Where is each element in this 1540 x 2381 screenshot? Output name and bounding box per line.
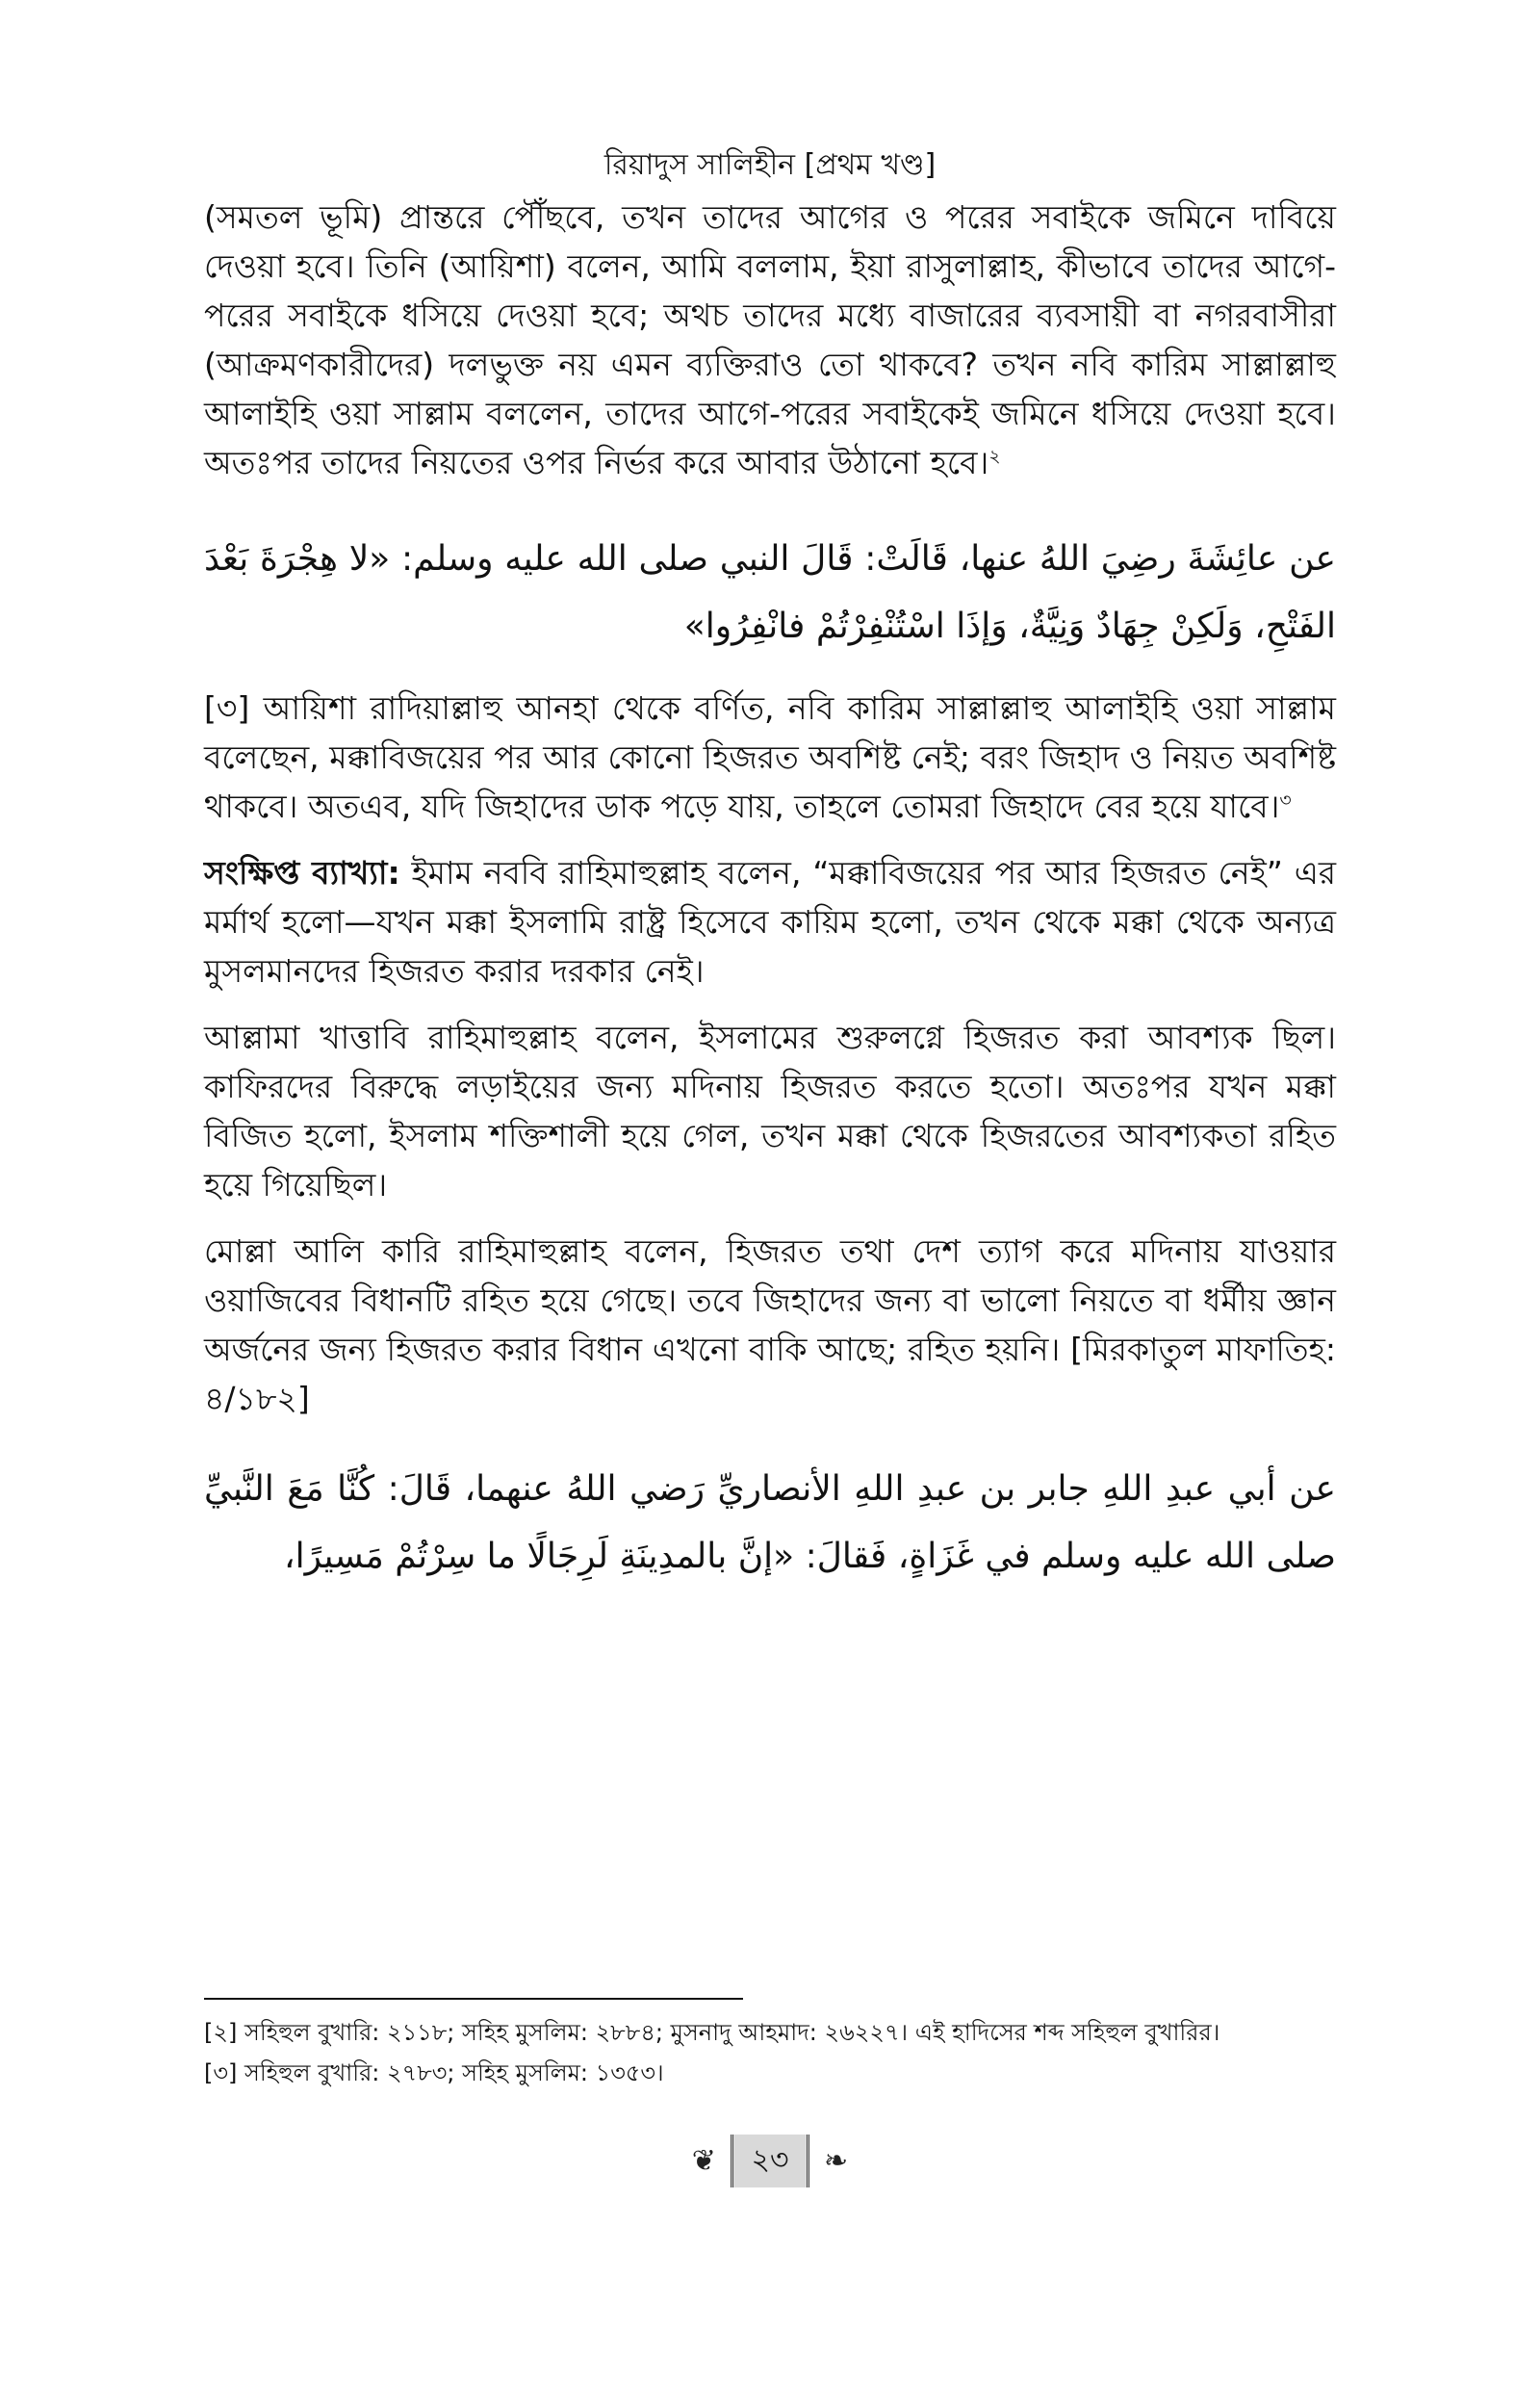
footnote-ref-3[interactable]: ৩ [1279,789,1292,811]
footnotes [204,2014,1336,2095]
paragraph-1 [204,193,1336,487]
paragraph-3-text: ইমাম নববি রাহিমাহুল্লাহ বলেন, “মক্কাবিজয়ের পর আর হিজরত নেই” এর মর্মার্থ হলো—যখন মক্কা ইসলামি রাষ্ট্র হিসেবে কায়িম হলো, তখন থেকে মক্কা থেকে অন্যত্র মুসলমানদের হিজরত করার দরকার নেই। [204,854,1336,990]
footnote-2: [২] সহিহুল বুখারি: ২১১৮; সহিহ মুসলিম: ২৮৮৪; মুসনাদু আহমাদ: ২৬২২৭। এই হাদিসের শব্দ সহিহুল বুখারির। [204,2019,1220,2046]
page-footer [0,2135,1540,2187]
ornament-right-icon: ❧ [824,2144,849,2178]
footnote-ref-2[interactable]: ২ [988,446,1001,467]
arabic-hadith-2: عن أبي عبدِ اللهِ جابر بن عبدِ اللهِ الأنصاريِّ رَضي اللهُ عنهما، قَالَ: كُنَّا مَعَ النَّبيِّ صلى الله عليه وسلم في غَزَاةٍ، فَقالَ: «إنَّ بالمدِينَةِ لَرِجَالًا ما سِرْتُمْ مَسِيرًا، [204,1469,1336,1576]
footnote-divider [204,1998,743,2000]
brief-explanation-label: সংক্ষিপ্ত ব্যাখ্যা: [204,854,400,892]
paragraph-5: মোল্লা আলি কারি রাহিমাহুল্লাহ বলেন, হিজরত তথা দেশ ত্যাগ করে মদিনায় যাওয়ার ওয়াজিবের বিধানটি রহিত হয়ে গেছে। তবে জিহাদের জন্য বা ভালো নিয়তে বা ধর্মীয় জ্ঞান অর্জনের জন্য হিজরত করার বিধান এখনো বাকি আছে; রহিত হয়নি। [মিরকাতুল মাফাতিহ: ৪/১৮২] [204,1232,1336,1417]
paragraph-2-text: [৩] আয়িশা রাদিয়াল্লাহু আনহা থেকে বর্ণিত, নবি কারিম সাল্লাল্লাহু আলাইহি ওয়া সাল্লাম বলেছেন, মক্কাবিজয়ের পর আর কোনো হিজরত অবশিষ্ট নেই; বরং জিহাদ ও নিয়ত অবশিষ্ট থাকবে। অতএব, যদি জিহাদের ডাক পড়ে যায়, তাহলে তোমরা জিহাদে বের হয়ে যাবে। [204,689,1336,825]
footnote-3: [৩] সহিহুল বুখারি: ২৭৮৩; সহিহ মুসলিম: ১৩৫৩। [204,2059,664,2086]
paragraph-3 [204,848,1336,996]
paragraph-2 [204,684,1336,831]
page-number: ২৩ [731,2135,808,2187]
running-header: রিয়াদুস সালিহীন [প্রথম খণ্ড] [603,148,937,182]
arabic-hadith-1: عن عائِشَةَ رضِيَ اللهُ عنها، قَالَتْ: قَالَ النبي صلى الله عليه وسلم: «لا هِجْرَةَ بَعْدَ الفَتْحِ، وَلَكِنْ جِهَادٌ وَنِيَّةٌ، وَإذَا اسْتُنْفِرْتُمْ فانْفِرُوا» [204,539,1336,646]
paragraph-4: আল্লামা খাত্তাবি রাহিমাহুল্লাহ বলেন, ইসলামের শুরুলগ্নে হিজরত করা আবশ্যক ছিল। কাফিরদের বিরুদ্ধে লড়াইয়ের জন্য মদিনায় হিজরত করতে হতো। অতঃপর যখন মক্কা বিজিত হলো, ইসলাম শক্তিশালী হয়ে গেল, তখন মক্কা থেকে হিজরতের আবশ্যকতা রহিত হয়ে গিয়েছিল। [204,1019,1336,1203]
paragraph-1-text: (সমতল ভূমি) প্রান্তরে পৌঁছবে, তখন তাদের আগের ও পরের সবাইকে জমিনে দাবিয়ে দেওয়া হবে। তিনি (আয়িশা) বলেন, আমি বললাম, ইয়া রাসুলাল্লাহ, কীভাবে তাদের আগে-পরের সবাইকে ধসিয়ে দেওয়া হবে; অথচ তাদের মধ্যে বাজারের ব্যবসায়ী বা নগরবাসীরা (আক্রমণকারীদের) দলভুক্ত নয় এমন ব্যক্তিরাও তো থাকবে? তখন নবি কারিম সাল্লাল্লাহু আলাইহি ওয়া সাল্লাম বললেন, তাদের আগে-পরের সবাইকেই জমিনে ধসিয়ে দেওয়া হবে। অতঃপর তাদের নিয়তের ওপর নির্ভর করে আবার উঠানো হবে। [204,198,1336,481]
page-content [204,144,1336,1614]
ornament-left-icon: ❦ [691,2144,716,2178]
